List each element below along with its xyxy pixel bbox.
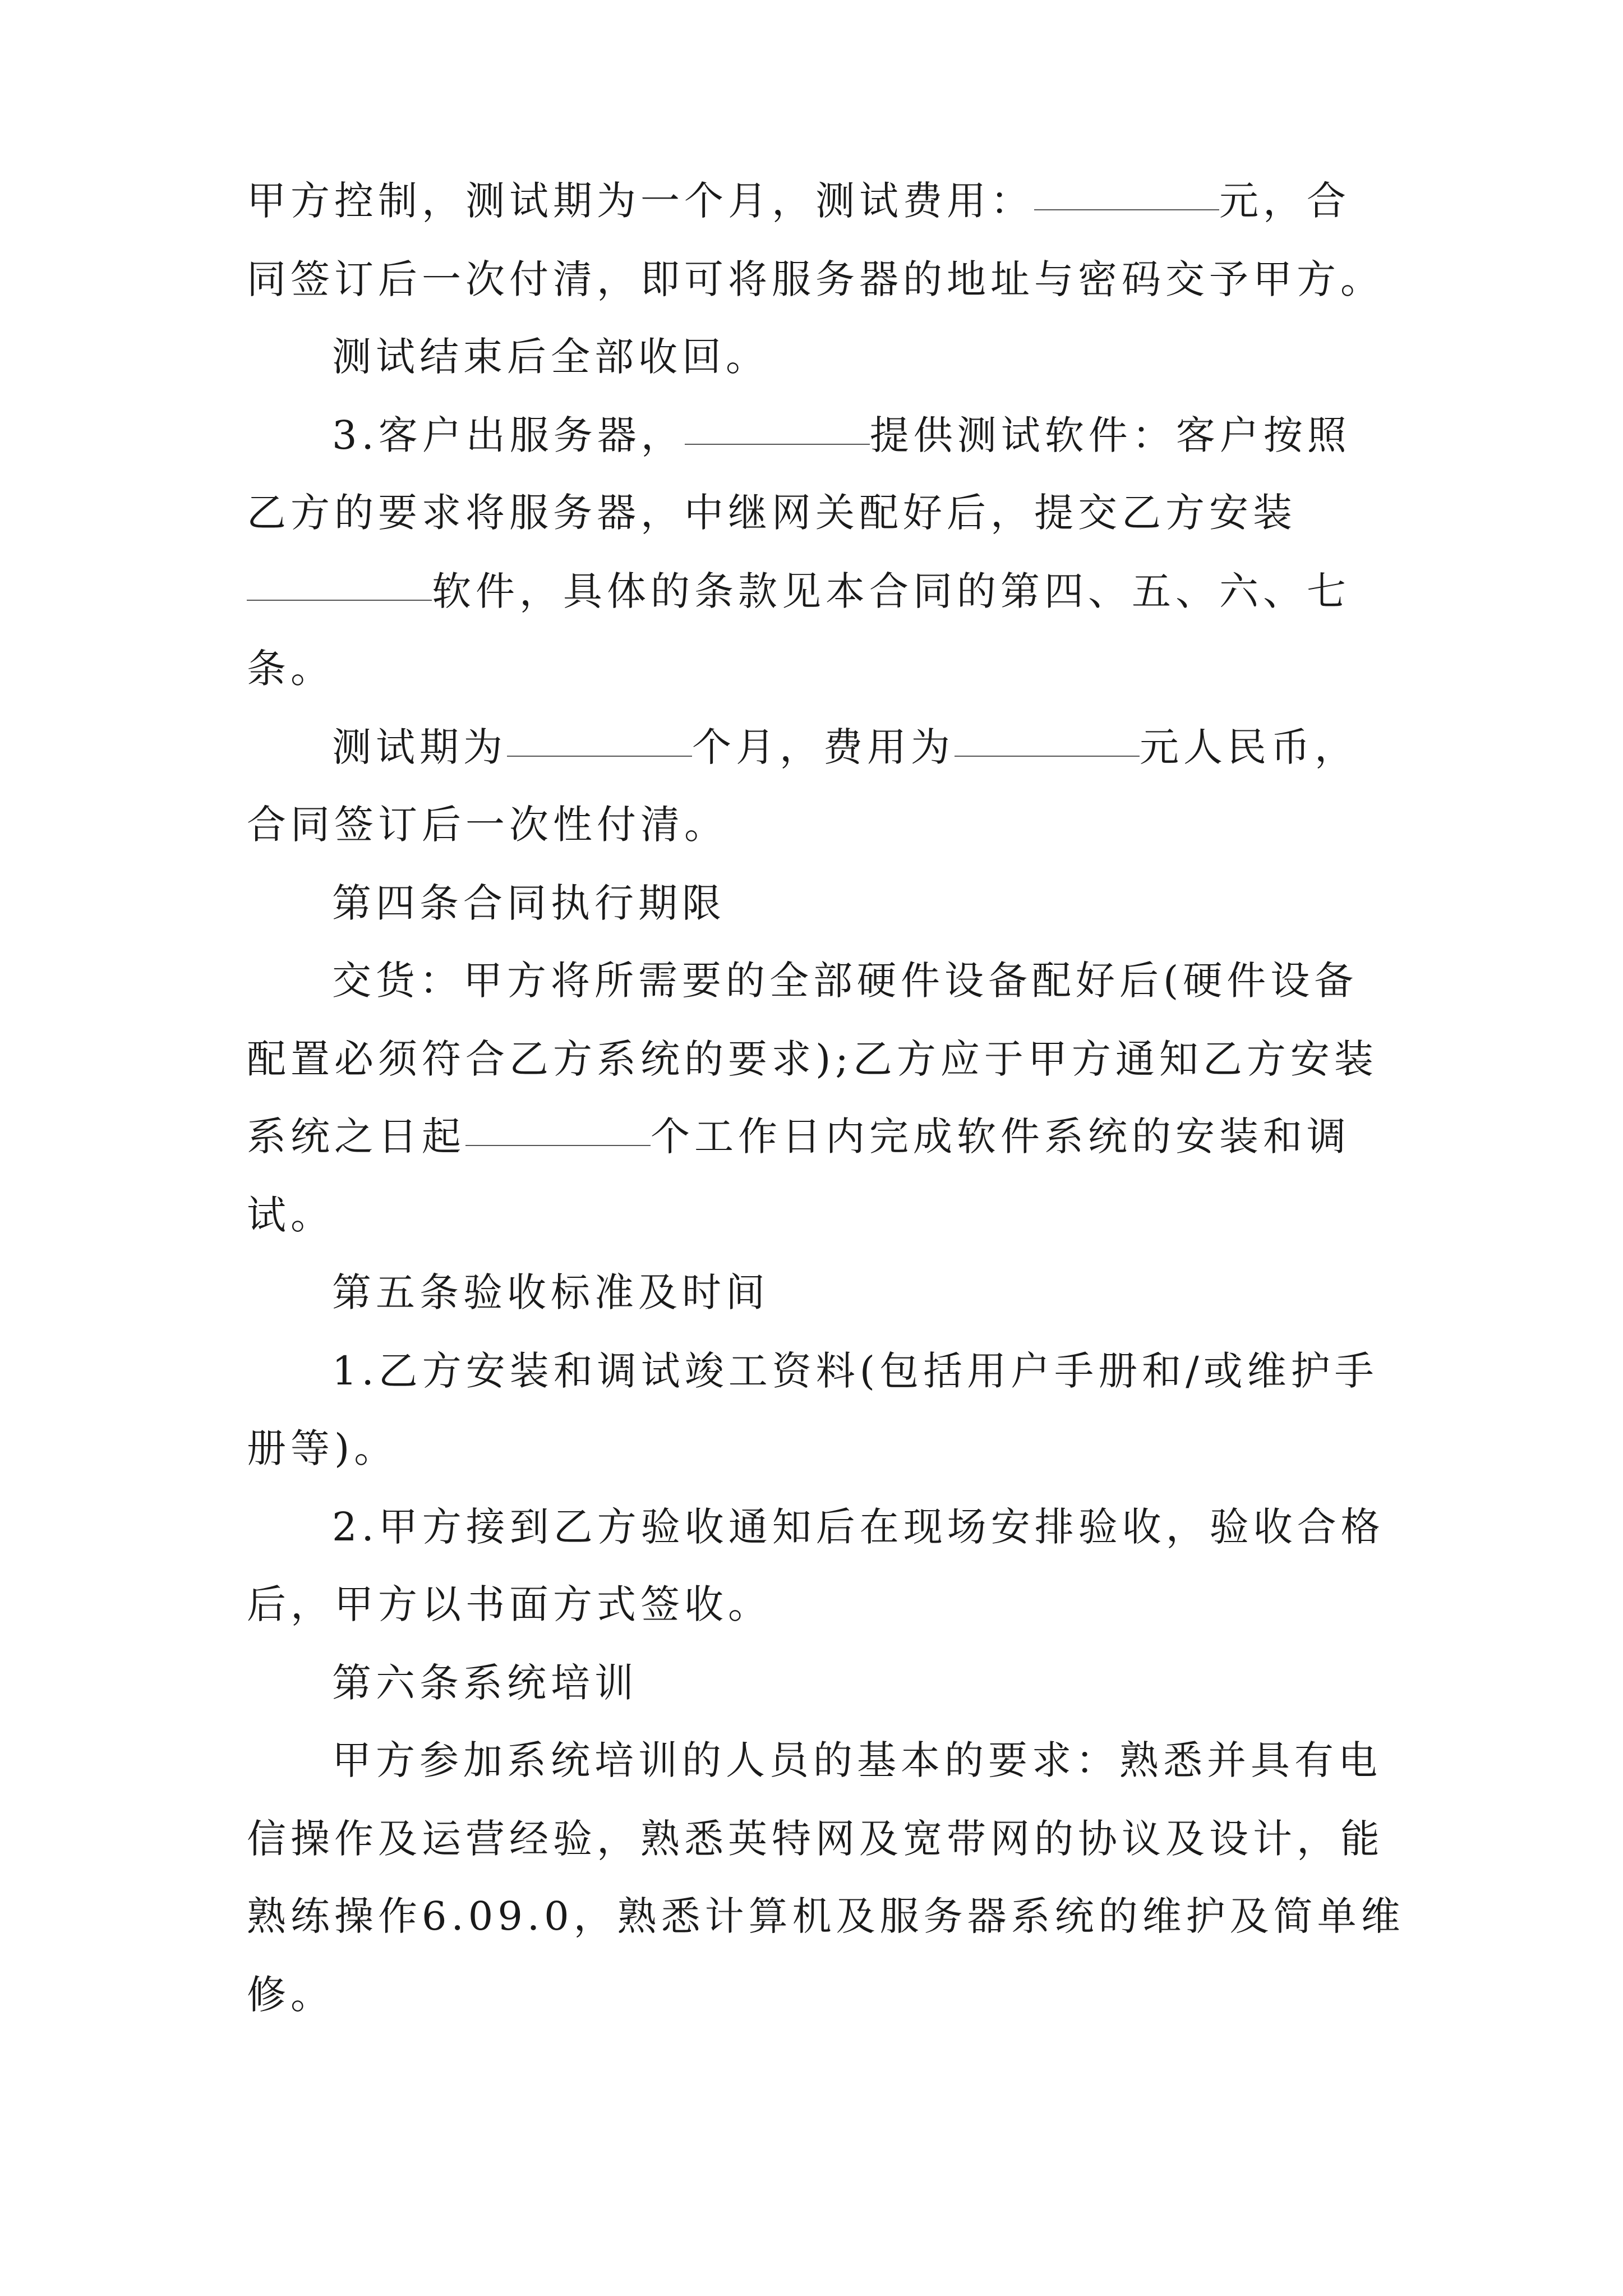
text-segment: 册等)。: [247, 1425, 398, 1471]
text-line: [247, 397, 1470, 473]
text-line: [247, 1566, 1385, 1642]
fill-in-blank: [465, 1144, 651, 1146]
text-segment: 软件，具体的条款见本合同的第四、五、六、七: [432, 568, 1350, 614]
text-segment: 测试结束后全部收回。: [332, 334, 769, 380]
fill-in-blank: [955, 755, 1140, 757]
text-line: [247, 942, 1470, 1019]
text-segment: 试。: [247, 1192, 334, 1238]
text-segment: 甲方参加系统培训的人员的基本的要求：熟悉并具有电: [332, 1737, 1382, 1783]
fill-in-blank: [1034, 209, 1219, 210]
text-segment: 2.甲方接到乙方验收通知后在现场安排验收，验收合格: [332, 1504, 1385, 1550]
text-line: [247, 1098, 1385, 1175]
text-segment: 元人民币，: [1140, 724, 1358, 770]
fill-in-blank: [247, 599, 432, 601]
text-segment: 个工作日内完成软件系统的安装和调: [651, 1114, 1350, 1159]
text-line: [247, 1878, 1405, 1954]
text-segment: 提供测试软件：客户按照: [869, 412, 1351, 458]
text-segment: 3.客户出服务器，: [332, 412, 685, 458]
text-line: [247, 1957, 1385, 2033]
text-segment: 甲方控制，测试期为一个月，测试费用：: [247, 178, 1034, 224]
text-line: [247, 1333, 1470, 1409]
text-line: [247, 709, 1470, 785]
text-segment: 合同签订后一次性付清。: [247, 802, 728, 848]
text-line: [247, 1645, 1470, 1721]
text-segment: 熟练操作6.09.0，熟悉计算机及服务器系统的维护及简单维: [247, 1893, 1405, 1939]
text-line: [247, 1177, 1385, 1253]
text-line: [247, 1722, 1470, 1798]
text-segment: 1.乙方安装和调试竣工资料(包括用户手册和/或维护手: [332, 1348, 1378, 1394]
text-segment: 同签订后一次付清，即可将服务器的地址与密码交予甲方。: [247, 256, 1384, 302]
text-segment: 交货：甲方将所需要的全部硬件设备配好后(硬件设备: [332, 958, 1358, 1004]
text-segment: 元，合: [1219, 178, 1350, 224]
text-line: [247, 1801, 1385, 1877]
text-segment: 第四条合同执行期限: [332, 880, 726, 926]
text-line: [247, 553, 1385, 629]
text-segment: 乙方的要求将服务器，中继网关配好后，提交乙方安装: [247, 490, 1297, 536]
text-segment: 配置必须符合乙方系统的要求);乙方应于甲方通知乙方安装: [247, 1036, 1378, 1082]
text-line: [247, 163, 1385, 239]
text-segment: 信操作及运营经验，熟悉英特网及宽带网的协议及设计，能: [247, 1816, 1384, 1862]
text-segment: 第五条验收标准及时间: [332, 1269, 769, 1315]
text-segment: 第六条系统培训: [332, 1660, 638, 1706]
text-line: [247, 865, 1470, 941]
text-line: [247, 631, 1385, 707]
text-segment: 测试期为: [332, 724, 507, 770]
text-line: [247, 1410, 1385, 1487]
text-segment: 修。: [247, 1972, 334, 2018]
text-segment: 个月，费用为: [692, 724, 955, 770]
text-line: [247, 1489, 1470, 1565]
text-segment: 后，甲方以书面方式签收。: [247, 1581, 772, 1627]
text-line: [247, 319, 1470, 395]
fill-in-blank: [507, 755, 692, 757]
text-segment: 系统之日起: [247, 1114, 465, 1159]
text-line: [247, 1021, 1385, 1097]
text-line: [247, 1254, 1470, 1331]
fill-in-blank: [685, 443, 870, 445]
text-line: [247, 241, 1385, 318]
text-line: [247, 786, 1385, 863]
text-segment: 条。: [247, 646, 334, 692]
text-line: [247, 475, 1385, 551]
